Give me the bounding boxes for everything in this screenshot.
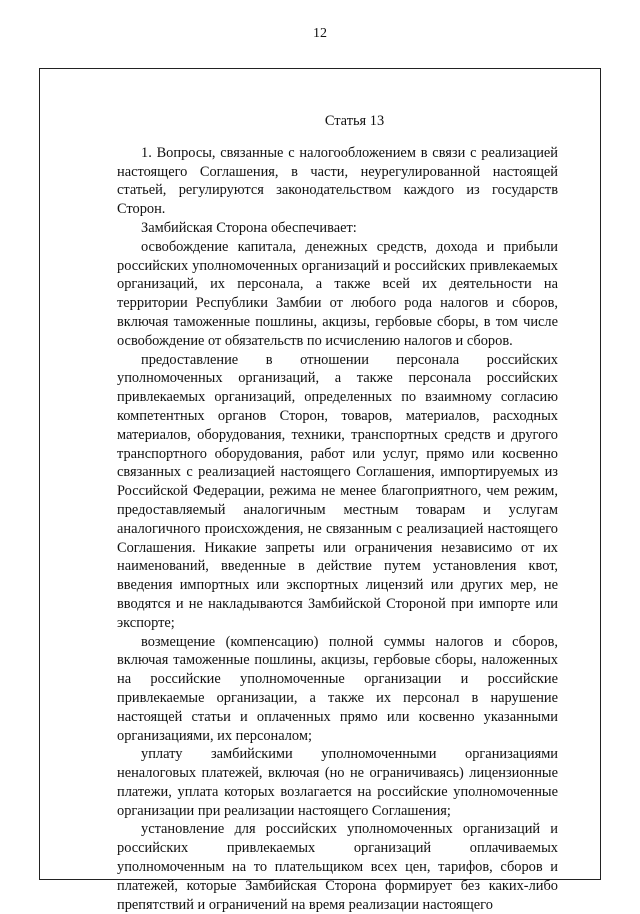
paragraph-6: уплату замбийскими уполномоченными организациями неналоговых платежей, включая (но не ограничиваясь) лицензионные платежи, уплата которых возлагается на российские уполномоченные организации при реализации настоящего Соглашения; [117, 746, 558, 819]
article-title: Статья 13 [324, 113, 385, 129]
page-number: 12 [313, 26, 327, 41]
article-body [117, 112, 558, 914]
paragraph-2: Замбийская Сторона обеспечивает: [141, 219, 357, 236]
paragraph-3: освобождение капитала, денежных средств, дохода и прибыли российских уполномоченных организаций и российских привлекаемых организаций, их персонала, а также всей их деятельности на территории Республики Замбии от любого рода налогов и сборов, включая таможенные пошлины, акцизы, гербовые сборы, в том числе освобождение от обязательств по исчислению налогов и сборов. [117, 238, 558, 349]
paragraph-4: предоставление в отношении персонала российских уполномоченных организаций, а также персонала российских привлекаемых организаций, определенных по взаимному согласию компетентных органов Сторон, товаров, материалов, расходных материалов, оборудования, техники, транспортных средств и другого транспортного оборудования, работ или услуг, прямо или косвенно связанных с реализацией настоящего Соглашения, импортируемых из Российской Федерации, режима не менее благоприятного, чем режим, предоставляемый аналогичным местным товарам и услугам аналогичного происхождения, не связанным с реализацией настоящего Соглашения. Никакие запреты или ограничения независимо от их наименований, введенные в действие путем установления квот, введения импортных или экспортных лицензий или других мер, не вводятся и не накладываются Замбийской Стороной при импорте или экспорте; [117, 351, 558, 631]
paragraph-1: 1. Вопросы, связанные с налогообложением в связи с реализацией настоящего Соглашения, в части, неурегулированной настоящей статьей, регулируются законодательством каждого из государств Сторон. [117, 144, 558, 218]
paragraph-7: установление для российских уполномоченных организаций и российских привлекаемых организаций оплачиваемых уполномоченным на то плательщиком всех цен, тарифов, сборов и платежей, которые Замбийская Сторона формирует без каких-либо препятствий и ограничений на время реализации настоящего [117, 821, 558, 913]
paragraph-5: возмещение (компенсацию) полной суммы налогов и сборов, включая таможенные пошлины, акцизы, гербовые сборы, наложенных на российские уполномоченные организации и российские привлекаемые организации, а также их персонал в нарушение настоящей статьи и оплаченных прямо или косвенно указанными организациями, их персоналом; [117, 633, 558, 744]
